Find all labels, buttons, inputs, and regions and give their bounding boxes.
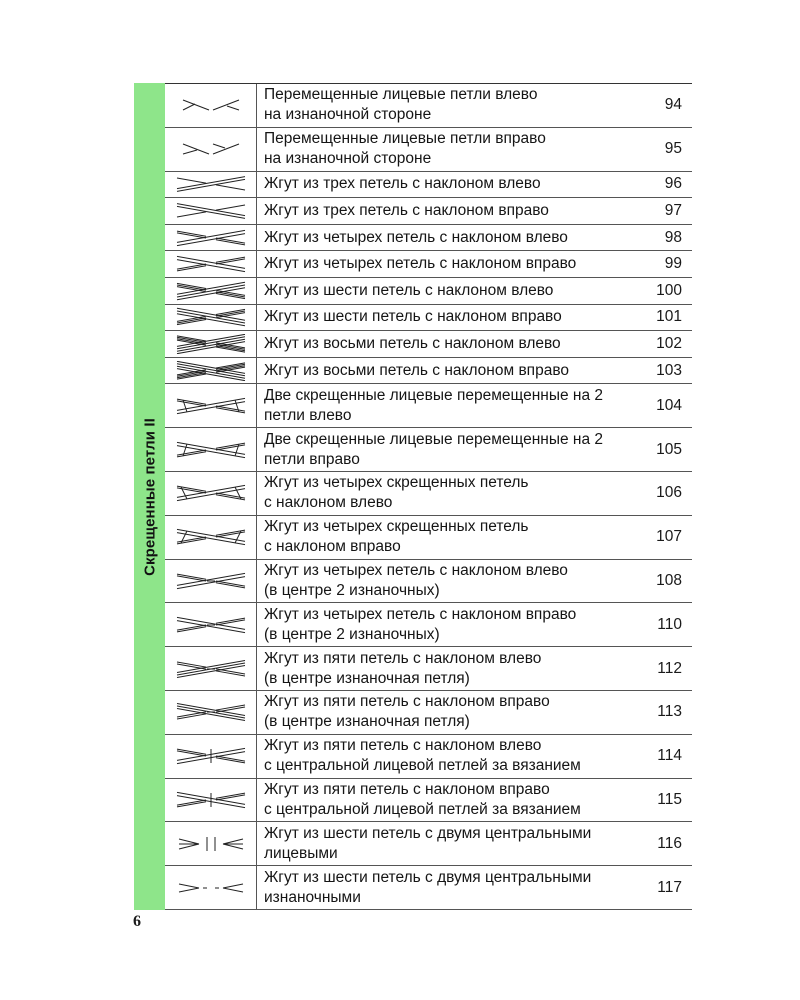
stitch-symbol-cell <box>165 251 257 277</box>
cable-8-right-symbol <box>173 361 249 381</box>
toc-entry-title: Жгут из четырех петель с наклоном вправо <box>264 255 577 273</box>
twisted-2-right-symbol <box>173 440 249 460</box>
stitch-symbol-cell <box>165 647 257 690</box>
stitch-symbol-cell <box>165 735 257 778</box>
stitch-symbol-cell <box>165 603 257 646</box>
toc-entry-page: 97 <box>664 201 682 219</box>
toc-row[interactable] <box>165 384 692 428</box>
toc-row[interactable] <box>165 866 692 910</box>
toc-row[interactable] <box>165 172 692 199</box>
stitch-symbol-cell <box>165 779 257 822</box>
stitch-symbol-cell <box>165 331 257 357</box>
stitch-symbol-cell <box>165 560 257 603</box>
toc-entry-title: Перемещенные лицевые петли влево на изнаночной стороне <box>264 86 538 124</box>
stitch-symbol-cell <box>165 128 257 171</box>
toc-row[interactable] <box>165 331 692 358</box>
toc-entry-page: 94 <box>664 96 682 114</box>
cable-4-left-2purl-symbol <box>173 571 249 591</box>
cable-6-right-symbol <box>173 307 249 327</box>
toc-row[interactable] <box>165 472 692 516</box>
toc-entry-title: Жгут из пяти петель с наклоном влево с центральной лицевой петлей за вязанием <box>264 737 581 775</box>
toc-entry-page: 110 <box>657 615 682 633</box>
stitch-symbol-cell <box>165 172 257 198</box>
toc-row[interactable] <box>165 225 692 252</box>
twisted-2-left-symbol <box>173 396 249 416</box>
toc-entry-page: 98 <box>664 228 682 246</box>
toc-entry-title: Жгут из четырех петель с наклоном влево <box>264 228 568 246</box>
stitch-symbol-cell <box>165 305 257 331</box>
toc-entry-page: 104 <box>656 396 682 414</box>
toc-entry-title: Жгут из пяти петель с наклоном вправо с центральной лицевой петлей за вязанием <box>264 780 581 818</box>
toc-entry-title: Жгут из восьми петель с наклоном вправо <box>264 361 569 379</box>
toc-entry-title: Жгут из восьми петель с наклоном влево <box>264 334 561 352</box>
stitch-symbol-cell <box>165 822 257 865</box>
toc-entry-page: 100 <box>656 281 682 299</box>
toc-entry-title: Две скрещенные лицевые перемещенные на 2 петли влево <box>264 386 603 424</box>
stitch-symbol-cell <box>165 472 257 515</box>
stitch-symbol-cell <box>165 516 257 559</box>
toc-entry-page: 103 <box>656 361 682 379</box>
stitch-symbol-cell <box>165 225 257 251</box>
toc-entry-title: Жгут из пяти петель с наклоном вправо (в центре изнаночная петля) <box>264 693 550 731</box>
toc-entry-title: Жгут из шести петель с наклоном влево <box>264 281 554 299</box>
toc-entry-page: 112 <box>657 659 682 677</box>
toc-row[interactable] <box>165 603 692 647</box>
toc-row[interactable] <box>165 358 692 385</box>
contents-table <box>165 83 692 910</box>
cable-8-left-symbol <box>173 334 249 354</box>
toc-entry-title: Жгут из шести петель с двумя центральными изнаночными <box>264 868 592 906</box>
cable-5-right-purl-center-symbol <box>173 702 249 722</box>
toc-entry-title: Жгут из шести петель с двумя центральными лицевыми <box>264 824 592 862</box>
stitch-symbol-cell <box>165 428 257 471</box>
toc-row[interactable] <box>165 278 692 305</box>
toc-row[interactable] <box>165 822 692 866</box>
stitch-symbol-cell <box>165 691 257 734</box>
toc-entry-page: 99 <box>664 255 682 273</box>
toc-entry-title: Жгут из четырех петель с наклоном вправо (в центре 2 изнаночных) <box>264 605 577 643</box>
stitch-symbol-cell <box>165 84 257 127</box>
cable-6-two-purl-center-symbol <box>173 878 249 898</box>
toc-row[interactable] <box>165 128 692 172</box>
toc-entry-page: 117 <box>657 878 682 896</box>
cable-4-right-2purl-symbol <box>173 615 249 635</box>
toc-row[interactable] <box>165 251 692 278</box>
toc-entry-page: 113 <box>657 703 682 721</box>
section-title: Скрещенные петли II <box>141 417 158 576</box>
cable-6-left-symbol <box>173 281 249 301</box>
toc-row[interactable] <box>165 516 692 560</box>
section-tab <box>134 83 165 910</box>
cable-3-left-symbol <box>173 174 249 194</box>
cross-left-purl-side-symbol <box>173 95 249 115</box>
toc-entry-page: 102 <box>656 334 682 352</box>
toc-entry-page: 116 <box>657 834 682 852</box>
toc-entry-title: Жгут из шести петель с наклоном вправо <box>264 308 562 326</box>
cable-3-right-symbol <box>173 201 249 221</box>
toc-row[interactable] <box>165 84 692 128</box>
toc-entry-page: 95 <box>664 140 682 158</box>
cable-4-right-symbol <box>173 254 249 274</box>
toc-row[interactable] <box>165 305 692 332</box>
toc-entry-page: 107 <box>656 528 682 546</box>
toc-entry-title: Жгут из четырех скрещенных петель с наклоном влево <box>264 474 529 512</box>
stitch-symbol-cell <box>165 198 257 224</box>
stitch-symbol-cell <box>165 866 257 909</box>
toc-row[interactable] <box>165 428 692 472</box>
toc-row[interactable] <box>165 198 692 225</box>
stitch-symbol-cell <box>165 278 257 304</box>
cable-4-left-symbol <box>173 228 249 248</box>
stitch-symbol-cell <box>165 358 257 384</box>
toc-row[interactable] <box>165 691 692 735</box>
twisted-cable-4-left-symbol <box>173 483 249 503</box>
cable-6-two-knit-center-symbol <box>173 834 249 854</box>
toc-entry-title: Жгут из четырех петель с наклоном влево (в центре 2 изнаночных) <box>264 561 568 599</box>
cable-5-left-purl-center-symbol <box>173 659 249 679</box>
twisted-cable-4-right-symbol <box>173 527 249 547</box>
toc-entry-page: 101 <box>656 308 682 326</box>
toc-entry-page: 115 <box>657 790 682 808</box>
toc-entry-page: 114 <box>657 747 682 765</box>
toc-entry-page: 105 <box>656 440 682 458</box>
page-number: 6 <box>133 913 141 930</box>
toc-row[interactable] <box>165 560 692 604</box>
cable-5-right-knit-back-symbol <box>173 790 249 810</box>
toc-entry-title: Перемещенные лицевые петли вправо на изнаночной стороне <box>264 130 546 168</box>
toc-entry-page: 96 <box>664 175 682 193</box>
toc-entry-page: 106 <box>656 484 682 502</box>
toc-entry-title: Жгут из четырех скрещенных петель с наклоном вправо <box>264 518 529 556</box>
toc-entry-title: Жгут из пяти петель с наклоном влево (в центре изнаночная петля) <box>264 649 542 687</box>
toc-row[interactable] <box>165 779 692 823</box>
stitch-symbol-cell <box>165 384 257 427</box>
toc-row[interactable] <box>165 735 692 779</box>
toc-row[interactable] <box>165 647 692 691</box>
cross-right-purl-side-symbol <box>173 139 249 159</box>
toc-entry-title: Две скрещенные лицевые перемещенные на 2 петли вправо <box>264 430 603 468</box>
toc-entry-title: Жгут из трех петель с наклоном вправо <box>264 201 549 219</box>
cable-5-left-knit-back-symbol <box>173 746 249 766</box>
toc-entry-page: 108 <box>656 571 682 589</box>
toc-entry-title: Жгут из трех петель с наклоном влево <box>264 175 541 193</box>
